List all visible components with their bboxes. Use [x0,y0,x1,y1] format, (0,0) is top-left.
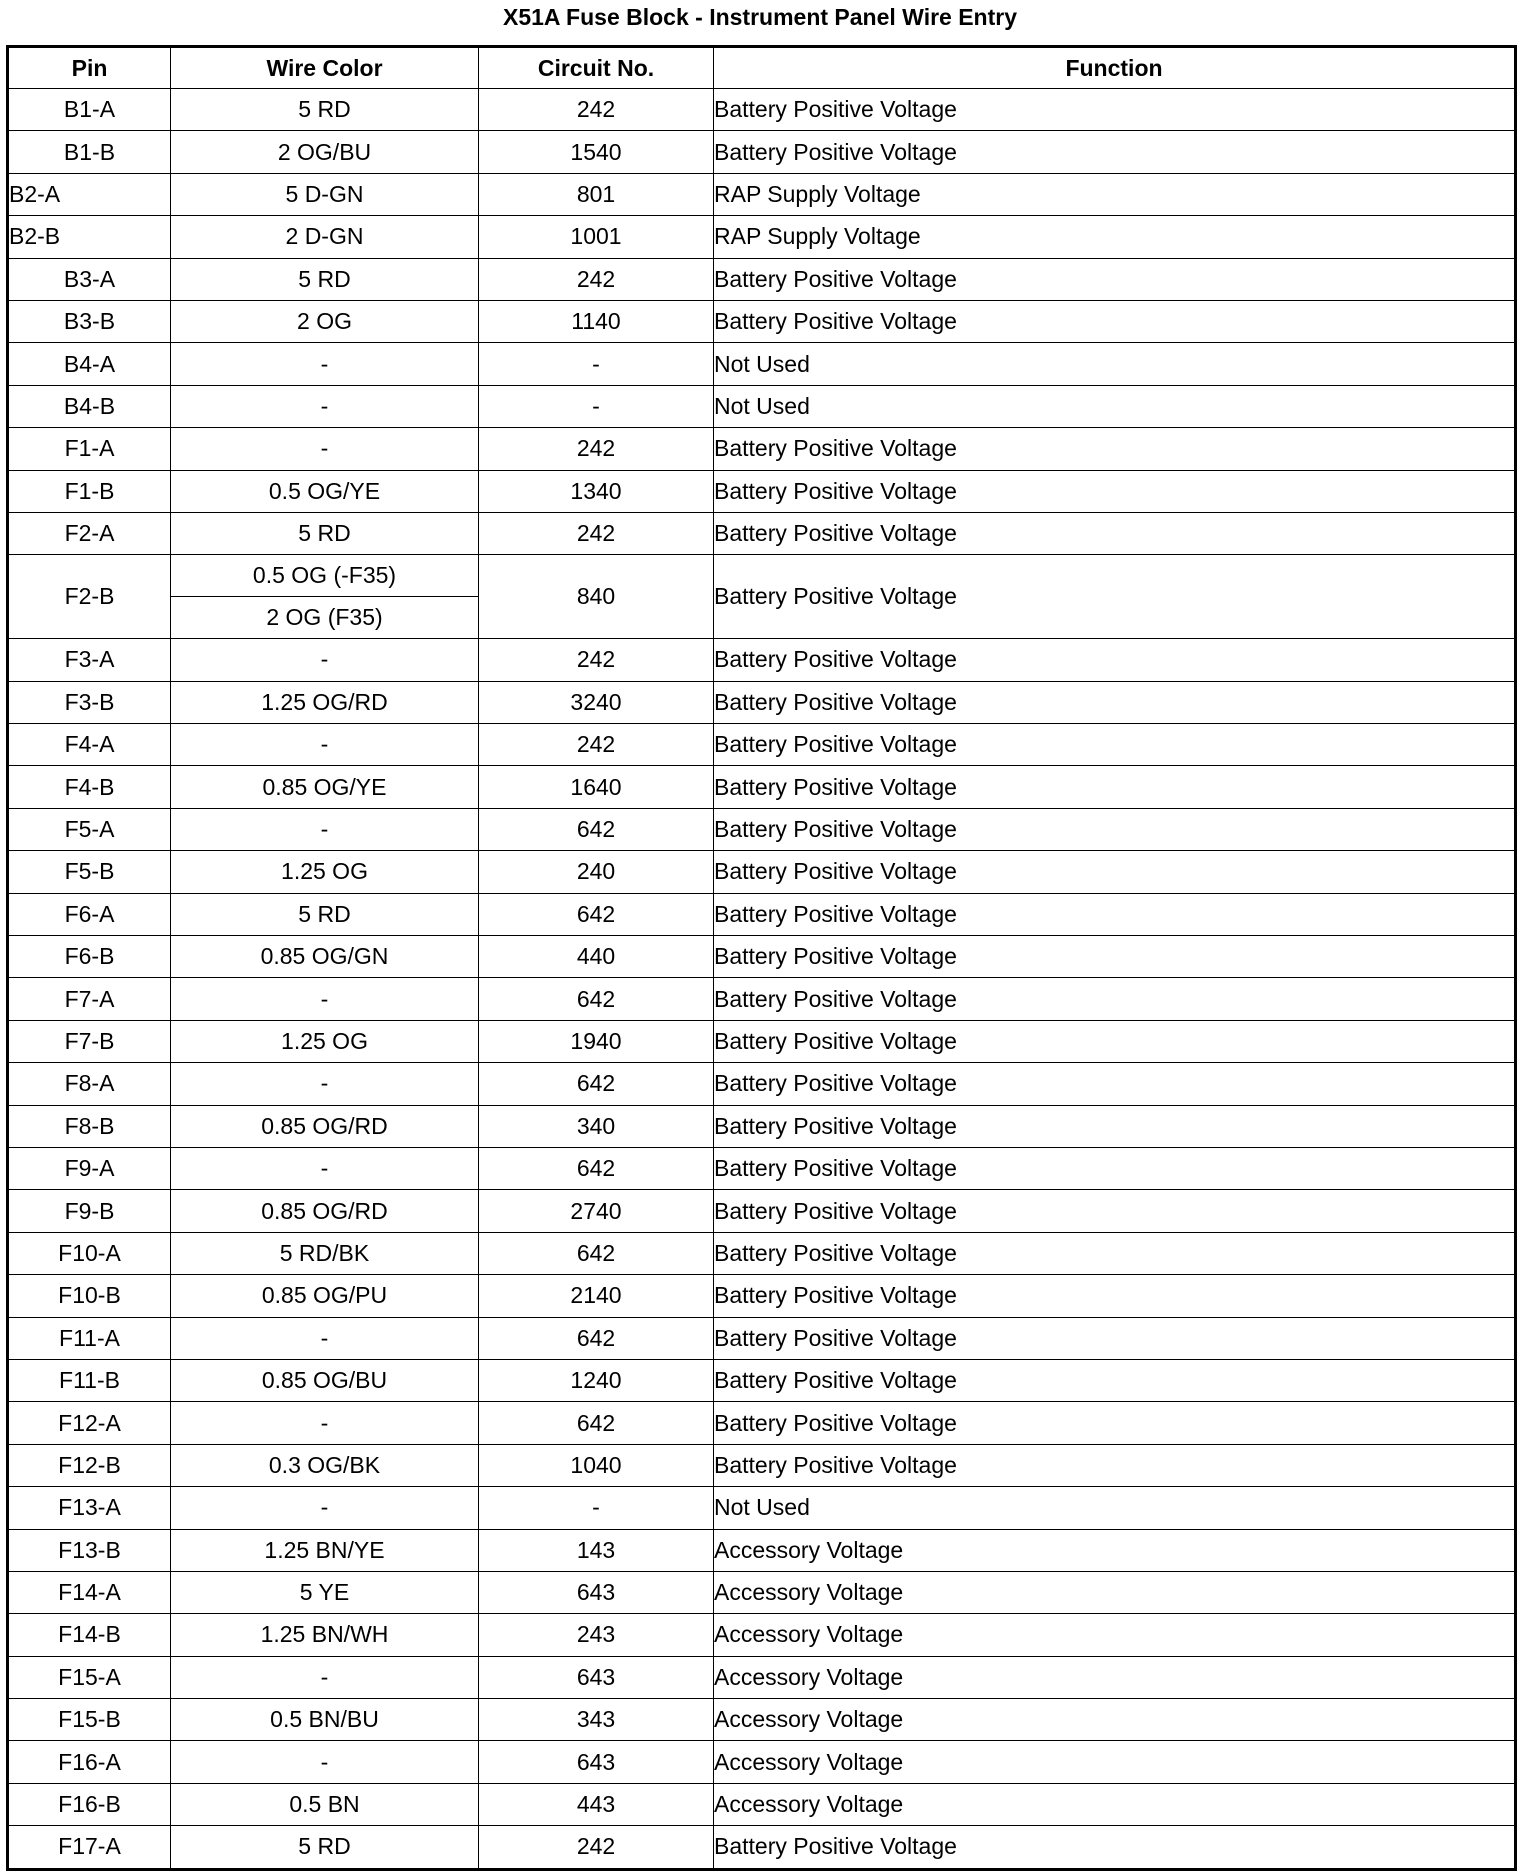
table-row [8,512,1516,554]
table-row [8,216,1516,258]
pin-cell: F2-B [8,555,171,639]
function-cell: Battery Positive Voltage [714,766,1516,808]
circuit-cell: 1240 [479,1359,714,1401]
table-row [8,131,1516,173]
function-cell: Battery Positive Voltage [714,1402,1516,1444]
pin-cell: B2-A [8,173,171,215]
pin-cell: F7-A [8,978,171,1020]
wire-color-cell: 5 RD [171,89,479,131]
wire-color-cell: - [171,1741,479,1783]
table-row [8,1105,1516,1147]
table-row [8,1571,1516,1613]
function-cell: Accessory Voltage [714,1571,1516,1613]
function-cell: Battery Positive Voltage [714,1063,1516,1105]
pin-cell: F1-A [8,428,171,470]
function-cell: Accessory Voltage [714,1741,1516,1783]
function-cell: Battery Positive Voltage [714,1232,1516,1274]
pin-cell: F4-A [8,724,171,766]
wire-color-cell: 5 RD [171,1826,479,1869]
table-row [8,681,1516,723]
function-cell: RAP Supply Voltage [714,173,1516,215]
circuit-cell: 643 [479,1741,714,1783]
function-cell: Battery Positive Voltage [714,893,1516,935]
circuit-cell: 1140 [479,300,714,342]
function-cell: Not Used [714,343,1516,385]
circuit-cell: 1040 [479,1444,714,1486]
circuit-cell: 242 [479,512,714,554]
table-row [8,300,1516,342]
circuit-cell: 642 [479,893,714,935]
pin-cell: F8-A [8,1063,171,1105]
table-row [8,724,1516,766]
function-cell: Battery Positive Voltage [714,936,1516,978]
circuit-cell: 642 [479,1402,714,1444]
circuit-cell: 642 [479,1232,714,1274]
function-cell: Battery Positive Voltage [714,1275,1516,1317]
circuit-cell: 242 [479,724,714,766]
table-row [8,1741,1516,1783]
function-cell: Accessory Voltage [714,1529,1516,1571]
function-cell: Battery Positive Voltage [714,1105,1516,1147]
table-row [8,470,1516,512]
circuit-cell: 440 [479,936,714,978]
table-row [8,936,1516,978]
circuit-cell: 1640 [479,766,714,808]
function-cell: Accessory Voltage [714,1614,1516,1656]
circuit-cell: 801 [479,173,714,215]
wire-color-cell: 1.25 OG/RD [171,681,479,723]
wire-color-cell: 2 OG [171,300,479,342]
pin-cell: F5-B [8,851,171,893]
table-row [8,1487,1516,1529]
circuit-cell: 2740 [479,1190,714,1232]
circuit-cell: 2140 [479,1275,714,1317]
function-cell: Not Used [714,1487,1516,1529]
wire-color-cell: - [171,428,479,470]
table-row [8,1317,1516,1359]
circuit-cell: 242 [479,428,714,470]
header-circuit: Circuit No. [479,47,714,89]
function-cell: Battery Positive Voltage [714,555,1516,639]
wire-color-cell: 5 RD [171,512,479,554]
function-cell: Battery Positive Voltage [714,470,1516,512]
wire-color-cell: 5 YE [171,1571,479,1613]
wire-color-cell: 1.25 OG [171,851,479,893]
pin-cell: F14-B [8,1614,171,1656]
function-cell: RAP Supply Voltage [714,216,1516,258]
header-wire-color: Wire Color [171,47,479,89]
pin-cell: F3-B [8,681,171,723]
pin-cell: F9-A [8,1147,171,1189]
page-title: X51A Fuse Block - Instrument Panel Wire Entry [502,4,1018,30]
table-row [8,343,1516,385]
function-cell: Accessory Voltage [714,1656,1516,1698]
wire-color-cell: 0.5 BN/BU [171,1699,479,1741]
pin-cell: F10-A [8,1232,171,1274]
function-cell: Battery Positive Voltage [714,512,1516,554]
function-cell: Battery Positive Voltage [714,300,1516,342]
wire-color-cell: 1.25 BN/WH [171,1614,479,1656]
table-row [8,1614,1516,1656]
circuit-cell: 1001 [479,216,714,258]
table-row [8,1232,1516,1274]
table-row [8,1699,1516,1741]
wire-color-cell: 5 D-GN [171,173,479,215]
circuit-cell: - [479,385,714,427]
wire-color-cell: - [171,1402,479,1444]
pin-cell: F6-B [8,936,171,978]
pin-cell: F17-A [8,1826,171,1869]
wire-color-cell: - [171,639,479,681]
wire-color-option: 0.5 OG (-F35) [252,562,397,589]
function-cell: Battery Positive Voltage [714,681,1516,723]
pin-cell: F15-B [8,1699,171,1741]
circuit-cell: 3240 [479,681,714,723]
pin-cell: F16-A [8,1741,171,1783]
function-cell: Battery Positive Voltage [714,131,1516,173]
pin-cell: F6-A [8,893,171,935]
function-cell: Battery Positive Voltage [714,1020,1516,1062]
table-body [8,89,1516,1870]
table-row [8,1529,1516,1571]
wire-color-cell: 0.85 OG/BU [171,1359,479,1401]
function-cell: Accessory Voltage [714,1783,1516,1825]
pin-cell: F14-A [8,1571,171,1613]
table-row [8,89,1516,131]
circuit-cell: 643 [479,1656,714,1698]
circuit-cell: - [479,343,714,385]
pin-cell: F4-B [8,766,171,808]
function-cell: Battery Positive Voltage [714,1190,1516,1232]
wire-color-cell: 0.5 BN [171,1783,479,1825]
wire-color-cell [171,555,479,639]
table-row [8,851,1516,893]
circuit-cell: 240 [479,851,714,893]
pin-cell: F5-A [8,808,171,850]
circuit-cell: 840 [479,555,714,639]
pin-cell: F16-B [8,1783,171,1825]
wire-color-cell: 0.85 OG/YE [171,766,479,808]
circuit-cell: 643 [479,1571,714,1613]
function-cell: Battery Positive Voltage [714,1444,1516,1486]
wire-color-cell: 0.85 OG/PU [171,1275,479,1317]
circuit-cell: 242 [479,89,714,131]
circuit-cell: - [479,1487,714,1529]
pin-cell: F13-A [8,1487,171,1529]
pin-cell: F11-A [8,1317,171,1359]
pin-cell: B1-A [8,89,171,131]
table-row [8,1656,1516,1698]
wire-color-cell: 0.85 OG/RD [171,1105,479,1147]
pin-cell: F8-B [8,1105,171,1147]
table-row [8,1190,1516,1232]
pin-cell: F13-B [8,1529,171,1571]
wire-color-cell: - [171,385,479,427]
circuit-cell: 242 [479,1826,714,1869]
circuit-cell: 1940 [479,1020,714,1062]
table-row [8,258,1516,300]
pin-cell: F1-B [8,470,171,512]
circuit-cell: 642 [479,1317,714,1359]
header-row [8,47,1516,89]
function-cell: Battery Positive Voltage [714,724,1516,766]
pin-cell: F2-A [8,512,171,554]
wire-color-cell: 0.85 OG/RD [171,1190,479,1232]
table-row [8,1826,1516,1869]
pin-cell: F9-B [8,1190,171,1232]
function-cell: Battery Positive Voltage [714,1826,1516,1869]
circuit-cell: 243 [479,1614,714,1656]
wire-color-cell: - [171,343,479,385]
table-row [8,808,1516,850]
circuit-cell: 1340 [479,470,714,512]
circuit-cell: 242 [479,639,714,681]
pin-cell: B2-B [8,216,171,258]
table-row [8,555,1516,639]
table-row [8,1783,1516,1825]
function-cell: Battery Positive Voltage [714,258,1516,300]
header-function: Function [714,47,1516,89]
wire-color-cell: 5 RD/BK [171,1232,479,1274]
wire-color-cell: 0.5 OG/YE [171,470,479,512]
wire-color-cell: 1.25 OG [171,1020,479,1062]
pin-cell: F11-B [8,1359,171,1401]
pin-cell: B3-B [8,300,171,342]
circuit-cell: 642 [479,1147,714,1189]
table-row [8,1359,1516,1401]
function-cell: Accessory Voltage [714,1699,1516,1741]
wire-color-cell: - [171,1063,479,1105]
header-pin: Pin [8,47,171,89]
table-row [8,1275,1516,1317]
pin-cell: F12-B [8,1444,171,1486]
wire-color-cell: - [171,1317,479,1359]
pin-cell: F3-A [8,639,171,681]
pin-cell: F15-A [8,1656,171,1698]
circuit-cell: 642 [479,1063,714,1105]
table-row [8,639,1516,681]
circuit-cell: 642 [479,978,714,1020]
circuit-cell: 242 [479,258,714,300]
function-cell: Battery Positive Voltage [714,1317,1516,1359]
wire-color-cell: - [171,1487,479,1529]
circuit-cell: 443 [479,1783,714,1825]
wire-color-cell: - [171,1147,479,1189]
table-row [8,893,1516,935]
wire-color-cell: 5 RD [171,893,479,935]
wire-color-cell: 0.3 OG/BK [171,1444,479,1486]
function-cell: Not Used [714,385,1516,427]
wire-color-cell: - [171,808,479,850]
table-row [8,1147,1516,1189]
function-cell: Battery Positive Voltage [714,428,1516,470]
circuit-cell: 1540 [479,131,714,173]
wire-color-cell: 0.85 OG/GN [171,936,479,978]
pin-cell: F7-B [8,1020,171,1062]
fuse-table [6,45,1517,1871]
table-row [8,1020,1516,1062]
table-row [8,1444,1516,1486]
table-row [8,428,1516,470]
function-cell: Battery Positive Voltage [714,851,1516,893]
table-row [8,173,1516,215]
wire-color-option: 2 OG (F35) [171,596,478,638]
wire-color-cell: - [171,978,479,1020]
table-row [8,766,1516,808]
wire-color-cell: 5 RD [171,258,479,300]
table-row [8,1402,1516,1444]
wire-color-cell: - [171,1656,479,1698]
circuit-cell: 143 [479,1529,714,1571]
pin-cell: B4-B [8,385,171,427]
function-cell: Battery Positive Voltage [714,1147,1516,1189]
pin-cell: B1-B [8,131,171,173]
table-row [8,1063,1516,1105]
function-cell: Battery Positive Voltage [714,1359,1516,1401]
pin-cell: B4-A [8,343,171,385]
function-cell: Battery Positive Voltage [714,978,1516,1020]
wire-color-cell: 2 OG/BU [171,131,479,173]
wire-color-cell: 1.25 BN/YE [171,1529,479,1571]
function-cell: Battery Positive Voltage [714,89,1516,131]
wire-color-cell: - [171,724,479,766]
circuit-cell: 340 [479,1105,714,1147]
table-row [8,978,1516,1020]
pin-cell: F10-B [8,1275,171,1317]
wire-color-cell: 2 D-GN [171,216,479,258]
table-row [8,385,1516,427]
circuit-cell: 642 [479,808,714,850]
pin-cell: F12-A [8,1402,171,1444]
function-cell: Battery Positive Voltage [714,808,1516,850]
pin-cell: B3-A [8,258,171,300]
circuit-cell: 343 [479,1699,714,1741]
function-cell: Battery Positive Voltage [714,639,1516,681]
